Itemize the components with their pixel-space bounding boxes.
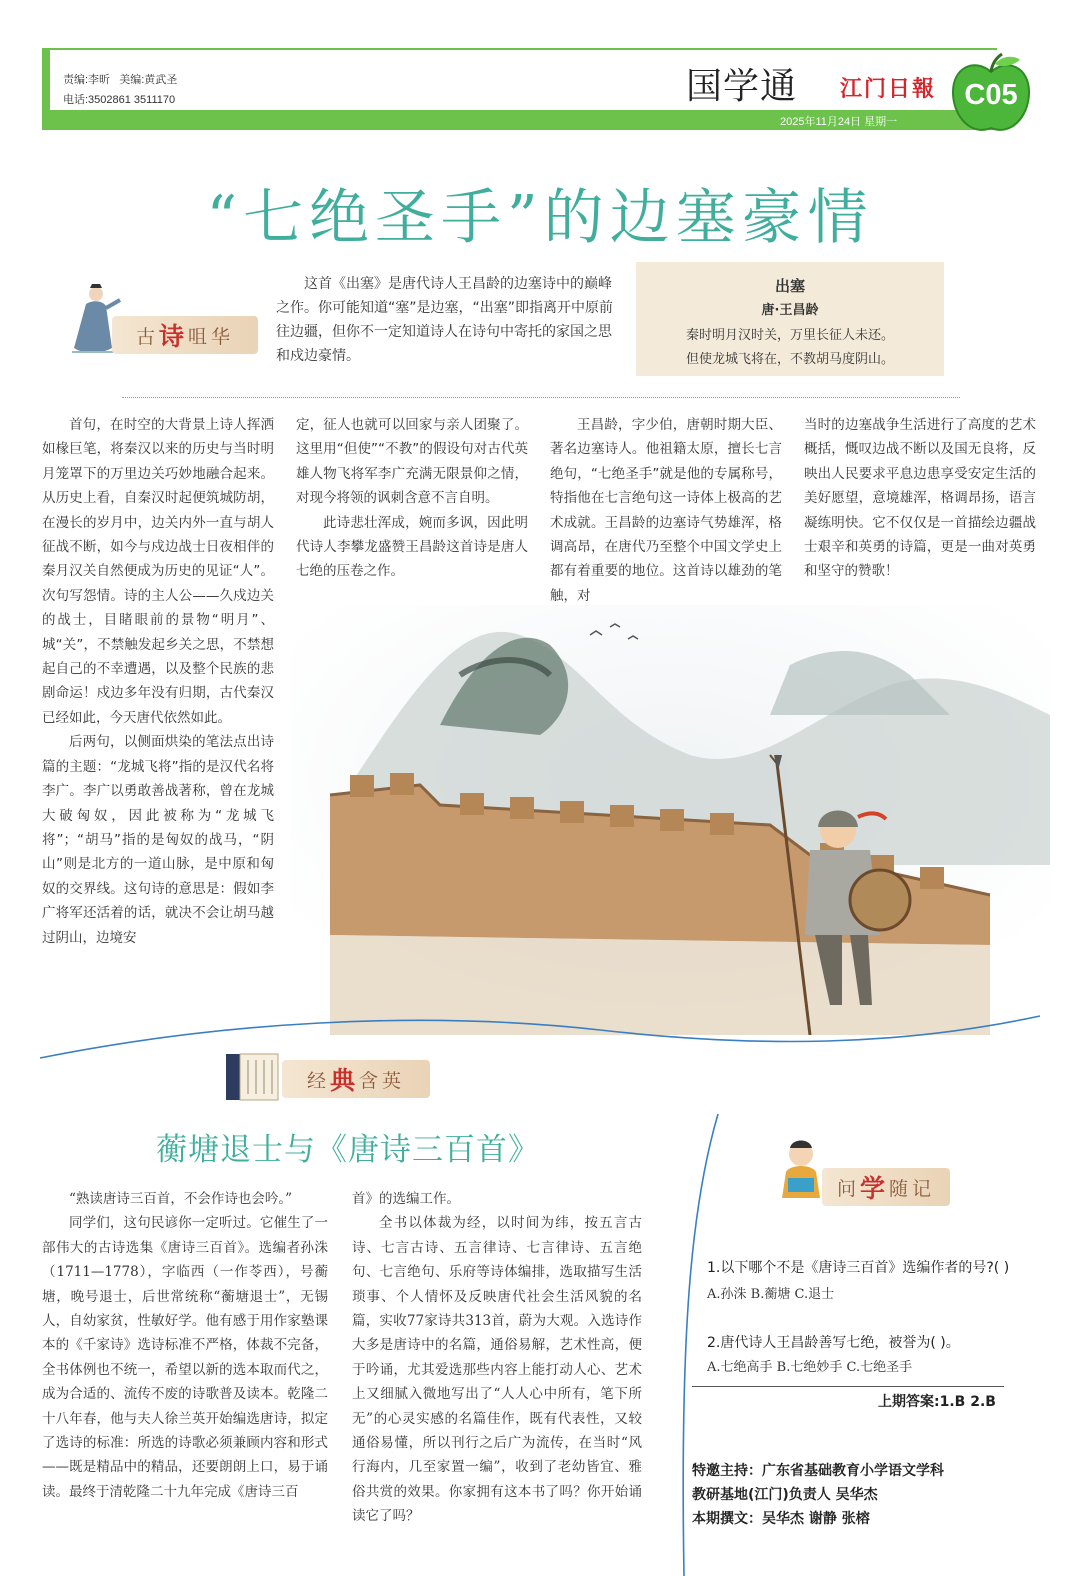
- header-top-line: [42, 48, 997, 50]
- paragraph: 当时的边塞战争生活进行了高度的艺术概括，慨叹边战不断以及国无良将，反映出人民要求平息边患享受安定生活的美好愿望，意境雄浑，格调昂扬，语言凝练明快。它不仅仅是一首描绘边疆战士艰辛和英勇的诗篇，更是一曲对英勇和坚守的赞歌！: [804, 417, 1036, 580]
- quiz-options-1: A.孙洙 B.蘅塘 C.退士: [707, 1287, 835, 1302]
- article1-column-2: [296, 413, 528, 584]
- column-name: 国学通: [686, 66, 798, 107]
- writer-credit: 本期撰文：吴华杰 谢静 张榕: [692, 1511, 870, 1527]
- paragraph: 全书以体裁为经，以时间为纬，按五言古诗、七言古诗、五言律诗、七言律诗、五言绝句、七言绝句、乐府等诗体编排，选取描写生活琐事、个人情怀及反映唐代社会生活风貌的名篇，实收77家诗共313首，蔚为大观。入选诗作大多是唐诗中的名篇，通俗易解，艺术性高，便于吟诵，尤其爱选那些内容上能打动人心、艺术上又细腻入微地写出了“人人心中所有，笔下所无”的心灵实感的名篇佳作，既有代表性，又较通俗易懂，所以刊行之后广为流传，在当时“风行海内，几至家置一编”，收到了老幼皆宜、雅俗共赏的效果。你家拥有这本书了吗？你开始诵读它了吗？: [352, 1215, 642, 1525]
- article1-column-3: [550, 413, 782, 608]
- child-reading-icon: [776, 1138, 826, 1204]
- paragraph: “熟读唐诗三百首，不会作诗也会吟。”: [69, 1191, 293, 1207]
- quiz-divider: [692, 1386, 1004, 1387]
- badge-gushi-juhua: 古 诗 咀华: [112, 316, 258, 354]
- newspaper-name: 江门日報: [840, 76, 937, 102]
- poem-title: 出塞: [774, 277, 805, 295]
- article2-column-2: [352, 1187, 642, 1529]
- article-title: “七绝圣手”的边塞豪情: [206, 183, 874, 253]
- article1-column-1: [42, 413, 274, 950]
- article2-title: 蘅塘退士与《唐诗三百首》: [156, 1132, 540, 1167]
- previous-answers: 上期答案:1.B 2.B: [878, 1394, 996, 1410]
- article1-column-4: [804, 413, 1036, 584]
- host-credit: 特邀主持：广东省基础教育小学语文学科: [692, 1463, 944, 1479]
- section-divider: [122, 397, 960, 398]
- phone-number: 电话:3502861 3511170: [63, 94, 176, 106]
- poem-line-1: 秦时明月汉时关，万里长征人未还。: [685, 328, 894, 343]
- paragraph: 王昌龄，字少伯，唐朝时期大臣、著名边塞诗人。他祖籍太原，擅长七言绝句，“七绝圣手”就是他的专属称号，特指他在七言绝句这一诗体上极高的艺术成就。王昌龄的边塞诗气势雄浑，格调高昂，在唐代乃至整个中国文学史上都有着重要的地位。这首诗以雄劲的笔触，对: [550, 417, 782, 604]
- great-wall-painting: [290, 605, 1050, 1035]
- quiz-question-1: 1.以下哪个不是《唐诗三百首》选编作者的号?( ): [707, 1260, 1010, 1276]
- editor-credit: 责编:李昕 美编:黄武圣: [63, 74, 178, 86]
- poem-line-2: 但使龙城飞将在，不教胡马度阴山。: [685, 352, 894, 367]
- page-number: C05: [964, 79, 1018, 111]
- paragraph: 首句，在时空的大背景上诗人挥洒如椽巨笔，将秦汉以来的历史与当时明月笼罩下的万里边关巧妙地融合起来。从历史上看，自秦汉时起便筑城防胡，在漫长的岁月中，边关内外一直与胡人征战不断，如今与戍边战士日夜相伴的秦月汉关自然便成为历史的见证“人”。次句写怨情。诗的主人公——久戍边关的战士，目睹眼前的景物“明月”、城“关”，不禁触发起乡关之思，不禁想起自己的不幸遭遇，以及整个民族的悲剧命运！戍边多年没有归期，古代秦汉已经如此，今天唐代依然如此。: [42, 417, 274, 726]
- paragraph: 此诗悲壮浑成，婉而多讽，因此明代诗人李攀龙盛赞王昌龄这首诗是唐人七绝的压卷之作。: [296, 514, 528, 580]
- scroll-book-icon: [222, 1048, 282, 1106]
- poem-author: 唐·王昌龄: [761, 303, 819, 318]
- badge-jingdian-hanying: 经 典 含英: [282, 1060, 430, 1098]
- paragraph: 后两句，以侧面烘染的笔法点出诗篇的主题：“龙城飞将”指的是汉代名将李广。李广以勇敢善战著称，曾在龙城大破匈奴，因此被称为“龙城飞将”；“胡马”指的是匈奴的战马，“阴山”则是北方的一道山脉，是中原和匈奴的交界线。这句诗的意思是：假如李广将军还活着的话，就决不会让胡马越过阴山，边境安: [42, 734, 274, 946]
- paragraph: 同学们，这句民谚你一定听过。它催生了一部伟大的古诗选集《唐诗三百首》。选编者孙洙（1711—1778），字临西（一作苓西），号蘅塘，晚号退士，后世常统称“蘅塘退士”，无锡人，自幼家贫，性敏好学。他有感于用作家塾课本的《千家诗》选诗标准不严格，体裁不完备，全书体例也不统一，希望以新的选本取而代之，成为合适的、流传不废的诗歌普及读本。乾隆二十八年春，他与夫人徐兰英开始编选唐诗，拟定了选诗的标准：所选的诗歌必须兼顾内容和形式——既是精品中的精品，还要朗朗上口，易于诵读。最终于清乾隆二十九年完成《唐诗三百: [42, 1215, 328, 1500]
- paragraph: 首》的选编工作。: [352, 1191, 460, 1207]
- host-credit-cont: 教研基地(江门)负责人 吴华杰: [692, 1487, 878, 1503]
- quiz-options-2: A.七绝高手 B.七绝妙手 C.七绝圣手: [707, 1360, 913, 1375]
- issue-date: 2025年11月24日 星期一: [780, 116, 898, 128]
- paragraph: 定，征人也就可以回家与亲人团聚了。这里用“但使”“不教”的假设句对古代英雄人物飞将军李广充满无限景仰之情，对现今将领的讽刺含意不言自明。: [296, 417, 528, 507]
- badge-wenxue-suiji: 问 学 随记: [822, 1168, 950, 1206]
- article2-column-1: [42, 1187, 328, 1504]
- intro-paragraph: 这首《出塞》是唐代诗人王昌龄的边塞诗中的巅峰之作。你可能知道“塞”是边塞，“出塞”即指离开中原前往边疆，但你不一定知道诗人在诗句中寄托的家国之思和戍边豪情。: [276, 276, 614, 364]
- quiz-question-2: 2.唐代诗人王昌龄善写七绝，被誉为( )。: [707, 1335, 960, 1351]
